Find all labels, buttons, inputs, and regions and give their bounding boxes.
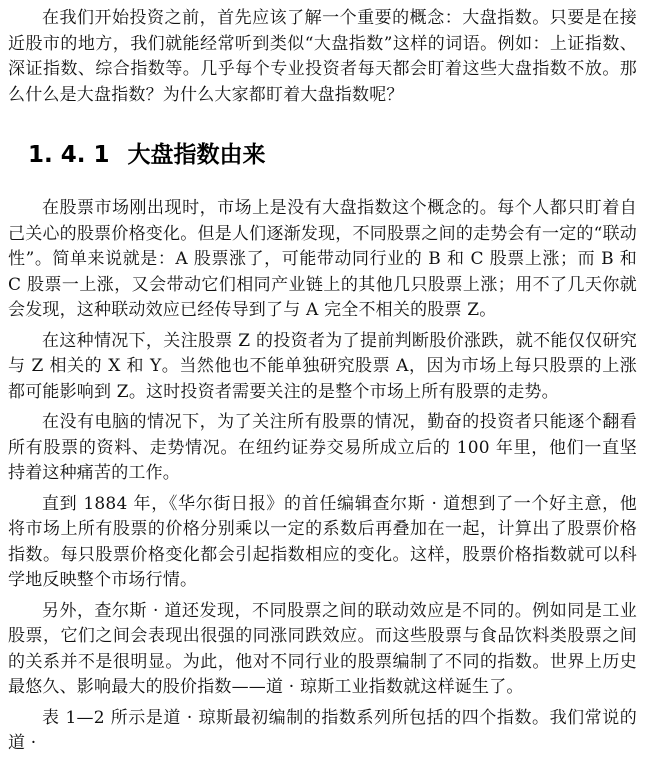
body-paragraph: 在股票市场刚出现时，市场上是没有大盘指数这个概念的。每个人都只盯着自己关心的股票价格变化。但是人们逐渐发现，不同股票之间的走势会有一定的“联动性”。简单来说就是：A 股票涨了，可能带动同行业的 B 和 C 股票上涨；而 B 和 C 股票一上涨，又会带动它们相同产业链上的其他几只股票上涨；用不了几天你就会发现，这种联动效应已经传导到了与 A 完全不相关的股票 Z。 [8, 198, 637, 320]
body-paragraph: 在没有电脑的情况下，为了关注所有股票的情况，勤奋的投资者只能逐个翻看所有股票的资料、走势情况。在纽约证券交易所成立后的 100 年里，他们一直坚持着这种痛苦的工作。 [8, 412, 637, 483]
body-paragraph: 在这种情况下，关注股票 Z 的投资者为了提前判断股价涨跌，就不能仅仅研究与 Z 相关的 X 和 Y。当然他也不能单独研究股票 A，因为市场上每只股票的上涨都可能影响到 Z。这时投资者需要关注的是整个市场上所有股票的走势。 [8, 330, 637, 402]
section-body [8, 196, 637, 757]
intro-paragraph: 在我们开始投资之前，首先应该了解一个重要的概念：大盘指数。只要是在接近股市的地方，我们就能经常听到类似“大盘指数”这样的词语。例如：上证指数、深证指数、综合指数等。几乎每个专业投资者每天都会盯着这些大盘指数不放。那么什么是大盘指数？为什么大家都盯着大盘指数呢？ [8, 8, 637, 105]
body-paragraph: 直到 1884 年，《华尔街日报》的首任编辑查尔斯 · 道想到了一个好主意，他将市场上所有股票的价格分别乘以一定的系数后再叠加在一起，计算出了股票价格指数。每只股票价格变化都会引起指数相应的变化。这样，股票价格指数就可以科学地反映整个市场行情。 [8, 493, 637, 590]
body-paragraph: 另外，查尔斯 · 道还发现，不同股票之间的联动效应是不同的。例如同是工业股票，它们之间会表现出很强的同涨同跌效应。而这些股票与食品饮料类股票之间的关系并不是很明显。为此，他对不同行业的股票编制了不同的指数。世界上历史最悠久、影响最大的股价指数——道 · 琼斯工业指数就这样诞生了。 [8, 600, 637, 697]
body-paragraph: 表 1—2 所示是道 · 琼斯最初编制的指数系列所包括的四个指数。我们常说的道 · [8, 707, 637, 753]
section-heading [28, 140, 637, 170]
section-number: 1. 4. 1 [28, 142, 110, 168]
section-title: 大盘指数由来 [127, 142, 266, 168]
